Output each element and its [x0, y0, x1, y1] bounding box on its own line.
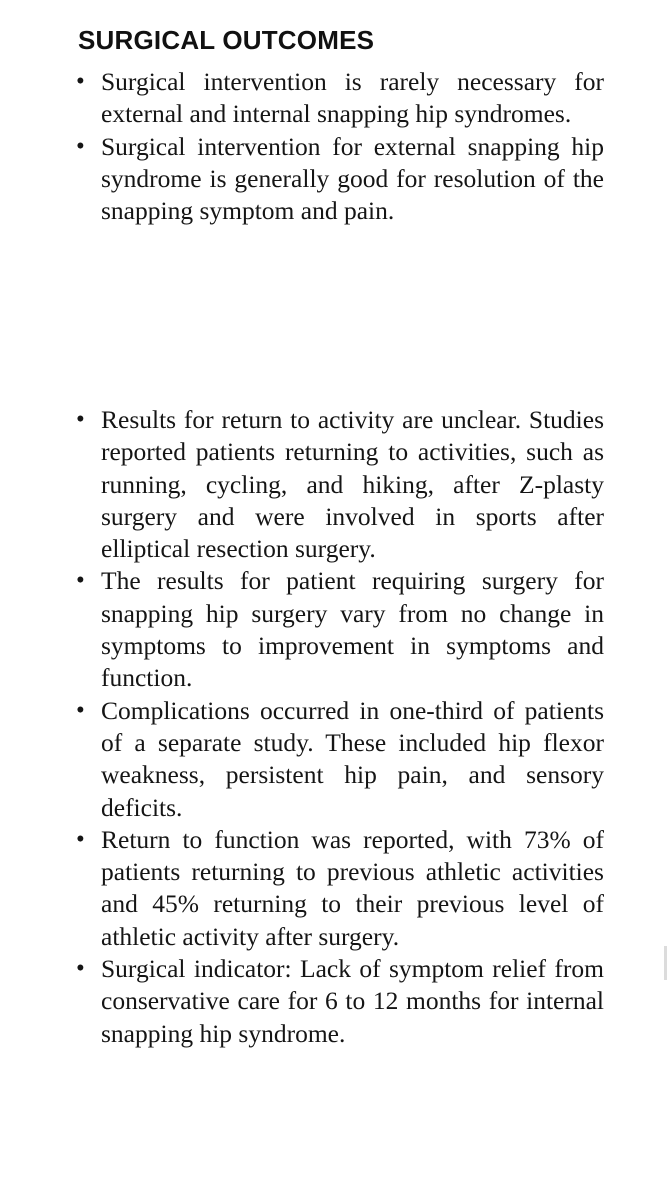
bullet-item	[76, 66, 604, 131]
bullet-item	[76, 131, 604, 228]
bullet-list-top	[76, 66, 604, 227]
bullet-marker: •	[76, 955, 85, 983]
bullet-marker: •	[76, 68, 85, 95]
bullet-marker: •	[76, 406, 85, 433]
bullet-text: Results for return to activity are unclear. Studies reported patients returning to activities, such as running, cycling, and hiking, after Z-plasty surgery and were involved in sports after elliptical resection surgery.	[101, 405, 604, 564]
bullet-text: The results for patient requiring surgery for snapping hip surgery vary from no change in symptoms to improvement in symptoms and function.	[101, 566, 604, 693]
bullet-marker: •	[76, 132, 85, 160]
bullet-marker: •	[76, 567, 85, 595]
bullet-item	[76, 565, 604, 694]
bullet-item	[76, 404, 604, 565]
page-edge-shadow	[664, 946, 667, 980]
bullet-text: Surgical indicator: Lack of symptom relief from conservative care for 6 to 12 months for internal snapping hip syndrome.	[101, 954, 604, 1048]
bullet-list-bottom	[76, 404, 604, 1050]
bullet-item	[76, 953, 604, 1050]
bullet-text: Surgical intervention for external snapping hip syndrome is generally good for resolution of the snapping symptom and pain.	[101, 131, 604, 226]
bullet-text: Surgical intervention is rarely necessary for external and internal snapping hip syndromes.	[101, 67, 604, 129]
bullet-text: Return to function was reported, with 73% of patients returning to previous athletic activities and 45% returning to their previous level of athletic activity after surgery.	[101, 824, 604, 951]
bullet-item	[76, 824, 604, 953]
bullet-item	[76, 695, 604, 824]
section-heading: SURGICAL OUTCOMES	[78, 25, 375, 55]
bullet-marker: •	[76, 696, 85, 724]
bullet-text: Complications occurred in one-third of patients of a separate study. These included hip flexor weakness, persistent hip pain, and sensory deficits.	[101, 695, 604, 822]
bullet-marker: •	[76, 825, 85, 853]
